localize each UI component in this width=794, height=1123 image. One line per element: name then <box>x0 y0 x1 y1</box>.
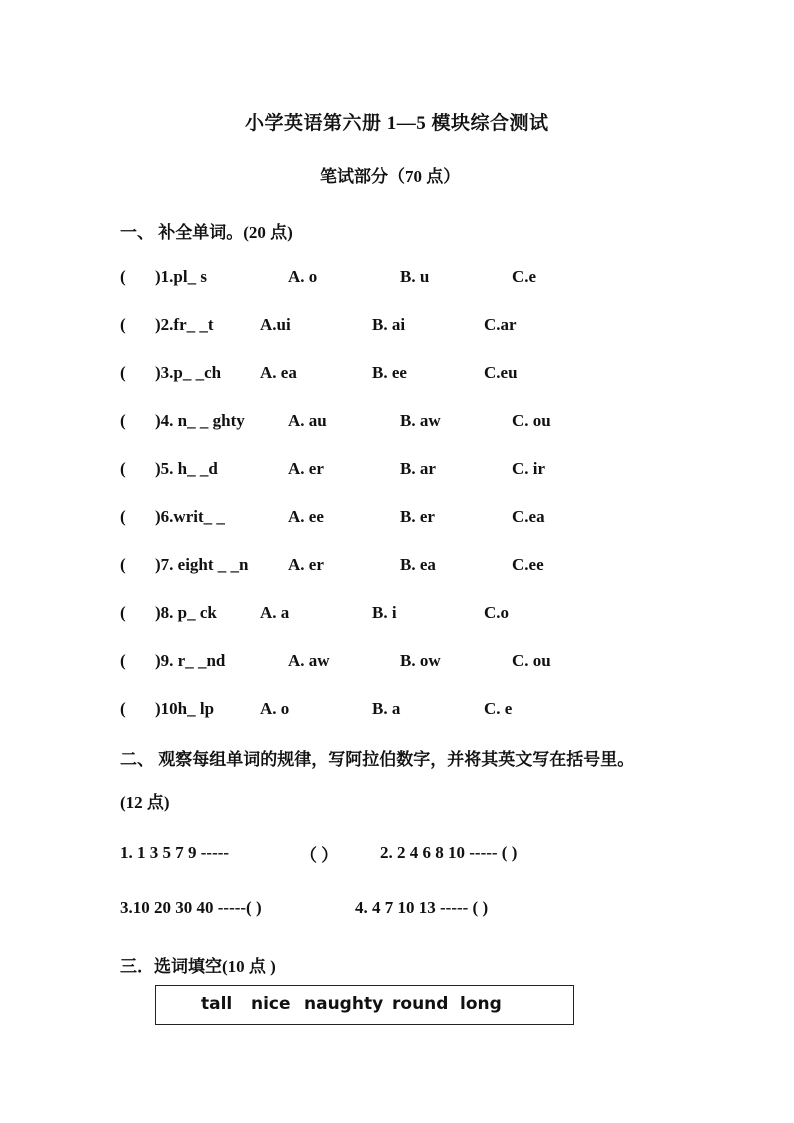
question-text: )2.fr_ _t <box>155 315 214 334</box>
option-a: A. o <box>288 267 318 286</box>
answer-blank[interactable]: ( <box>120 315 126 334</box>
option-c: C.ar <box>484 315 517 334</box>
option-b: B. er <box>400 507 435 526</box>
number-pattern-1: 1. 1 3 5 7 9 ----- <box>120 843 230 862</box>
question-row <box>0 507 794 531</box>
answer-blank[interactable]: ( <box>120 507 126 526</box>
option-a: A. o <box>260 699 290 718</box>
section1-heading: 一、 补全单词。(20 点) <box>120 223 293 242</box>
question-row <box>0 411 794 435</box>
option-b: B. ee <box>372 363 407 382</box>
word-bank-item: nice <box>251 994 291 1014</box>
question-text: )5. h_ _d <box>155 459 218 478</box>
option-a: A. er <box>288 459 324 478</box>
answer-paren-1[interactable]: （ ） <box>300 846 339 865</box>
option-b: B. ea <box>400 555 436 574</box>
question-text: )6.writ_ _ <box>155 507 225 526</box>
page-title: 小学英语第六册 1—5 模块综合测试 <box>245 113 549 134</box>
question-text: )8. p_ ck <box>155 603 217 622</box>
option-c: C.eu <box>484 363 518 382</box>
section2-heading: 二、 观察每组单词的规律，写阿拉伯数字，并将其英文写在括号里。 <box>120 750 635 769</box>
number-pattern-4: 4. 4 7 10 13 ----- ( ) <box>355 898 489 917</box>
section3-heading: 三．选词填空(10 点 ) <box>120 957 276 976</box>
option-a: A. ea <box>260 363 297 382</box>
answer-blank[interactable]: ( <box>120 555 126 574</box>
option-c: C. ou <box>512 651 551 670</box>
question-row <box>0 363 794 387</box>
word-bank-item: tall <box>201 994 233 1014</box>
question-row <box>0 603 794 627</box>
option-c: C.e <box>512 267 537 286</box>
option-b: B. ai <box>372 315 406 334</box>
option-b: B. aw <box>400 411 441 430</box>
answer-blank[interactable]: ( <box>120 603 126 622</box>
option-c: C.ee <box>512 555 544 574</box>
question-row <box>0 315 794 339</box>
number-pattern-3: 3.10 20 30 40 -----( ) <box>120 898 262 917</box>
question-text: )4. n_ _ ghty <box>155 411 245 430</box>
option-a: A. au <box>288 411 327 430</box>
answer-blank[interactable]: ( <box>120 363 126 382</box>
option-a: A. ee <box>288 507 324 526</box>
question-text: )9. r_ _nd <box>155 651 226 670</box>
question-row <box>0 555 794 579</box>
option-a: A. aw <box>288 651 330 670</box>
question-text: )3.p_ _ch <box>155 363 222 382</box>
page-subtitle: 笔试部分（70 点） <box>320 167 461 186</box>
question-text: )10h_ lp <box>155 699 215 718</box>
option-c: C.o <box>484 603 510 622</box>
option-c: C.ea <box>512 507 545 526</box>
word-bank-item: round <box>392 994 449 1014</box>
option-a: A. a <box>260 603 290 622</box>
section2-points: (12 点) <box>120 793 170 812</box>
word-bank-box <box>155 985 574 1025</box>
option-c: C. ir <box>512 459 546 478</box>
option-c: C. e <box>484 699 513 718</box>
option-b: B. ow <box>400 651 441 670</box>
option-b: B. a <box>372 699 401 718</box>
question-text: )1.pl_ s <box>155 267 207 286</box>
question-text: )7. eight _ _n <box>155 555 249 574</box>
answer-blank[interactable]: ( <box>120 651 126 670</box>
option-b: B. i <box>372 603 397 622</box>
question-row <box>0 699 794 723</box>
option-a: A. er <box>288 555 324 574</box>
answer-blank[interactable]: ( <box>120 699 126 718</box>
question-row <box>0 267 794 291</box>
answer-blank[interactable]: ( <box>120 411 126 430</box>
word-bank-item: naughty <box>304 994 384 1014</box>
option-a: A.ui <box>260 315 291 334</box>
question-row <box>0 651 794 675</box>
question-row <box>0 459 794 483</box>
word-bank-item: long <box>460 994 502 1014</box>
number-pattern-2: 2. 2 4 6 8 10 ----- ( ) <box>380 843 518 862</box>
answer-blank[interactable]: ( <box>120 267 126 286</box>
option-b: B. ar <box>400 459 436 478</box>
answer-blank[interactable]: ( <box>120 459 126 478</box>
option-b: B. u <box>400 267 430 286</box>
option-c: C. ou <box>512 411 551 430</box>
